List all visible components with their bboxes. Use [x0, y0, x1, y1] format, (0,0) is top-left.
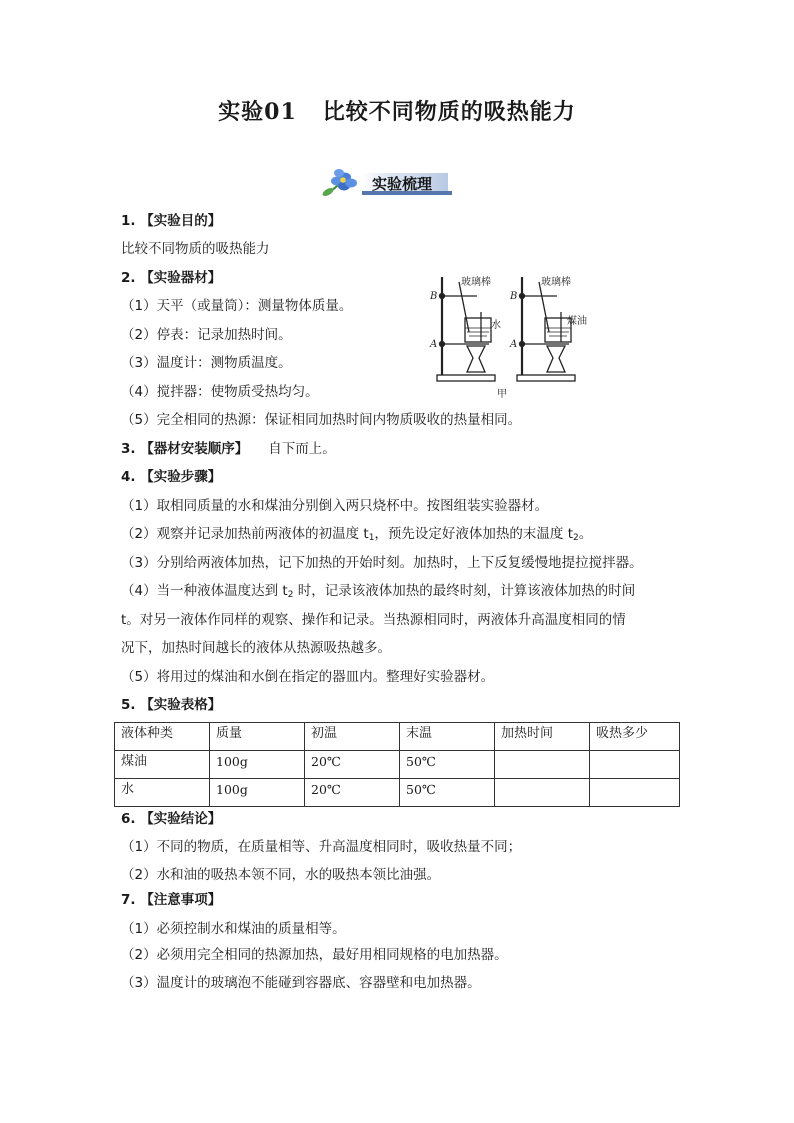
note-item: （3）温度计的玻璃泡不能碰到容器底、容器壁和电加热器。 [121, 975, 481, 991]
section-5-heading: 5. 【实验表格】 [121, 697, 222, 713]
banner-label: 实验梳理 [372, 175, 433, 193]
figure-caption: 甲 [497, 389, 507, 400]
table-cell: 50℃ [400, 751, 495, 779]
step-4-text-a: （4）当一种液体温度达到 t [121, 583, 288, 599]
step-2-text-a: （2）观察并记录加热前两液体的初温度 t [121, 526, 369, 542]
equipment-item: （1）天平（或量筒）：测量物体质量。 [121, 298, 353, 314]
table-header-cell: 质量 [210, 723, 305, 751]
page-title [0, 95, 794, 126]
section-1-heading: 1. 【实验目的】 [121, 213, 222, 229]
table-cell [495, 779, 590, 807]
table-header-cell: 初温 [305, 723, 400, 751]
conclusion-item: （2）水和油的吸热本领不同，水的吸热本领比油强。 [121, 867, 441, 883]
equipment-item: （4）搅拌器：使物质受热均匀。 [121, 384, 319, 400]
table-cell [495, 751, 590, 779]
label-a-right: A [510, 339, 518, 350]
step-2 [121, 525, 592, 547]
label-glass-rod-left: 玻璃棒 [461, 277, 491, 288]
table-cell: 煤油 [115, 751, 210, 779]
note-item: （1）必须控制水和煤油的质量相等。 [121, 921, 346, 937]
apparatus-figure [425, 272, 595, 400]
table-cell: 100g [210, 779, 305, 807]
section-3 [121, 440, 336, 458]
table-header-cell: 加热时间 [495, 723, 590, 751]
section-3-heading: 3. 【器材安装顺序】 [121, 441, 249, 457]
step-2-text-b: ，预先设定好液体加热的末温度 t [374, 526, 574, 542]
table-header-cell: 吸热多少 [590, 723, 680, 751]
step-3: （3）分别给两液体加热，记下加热的开始时刻。加热时，上下反复缓慢地提拉搅拌器。 [121, 555, 643, 571]
step-1: （1）取相同质量的水和煤油分别倒入两只烧杯中。按图组装实验器材。 [121, 498, 549, 514]
step-2-text-c: 。 [578, 526, 593, 542]
table-cell: 20℃ [305, 751, 400, 779]
step-5: （5）将用过的煤油和水倒在指定的器皿内。整理好实验器材。 [121, 669, 495, 685]
label-water: 水 [491, 320, 501, 331]
title-text: 比较不同物质的吸热能力 [322, 99, 576, 125]
flower-icon [318, 165, 362, 201]
label-kerosene: 煤油 [567, 316, 587, 327]
section-1-text: 比较不同物质的吸热能力 [121, 241, 270, 257]
label-b-left: B [430, 291, 438, 302]
table-cell: 水 [115, 779, 210, 807]
label-b-right: B [510, 291, 518, 302]
table-header-row [115, 723, 680, 751]
table-row [115, 779, 680, 807]
section-7-heading: 7. 【注意事项】 [121, 892, 222, 908]
table-cell [590, 779, 680, 807]
table-cell [590, 751, 680, 779]
table-header-cell: 末温 [400, 723, 495, 751]
equipment-item: （3）温度计：测物质温度。 [121, 355, 292, 371]
experiment-table [114, 722, 680, 807]
step-2-sub-1: 1 [368, 533, 375, 543]
section-6-heading: 6. 【实验结论】 [121, 811, 222, 827]
table-cell: 20℃ [305, 779, 400, 807]
step-4 [121, 582, 635, 604]
step-4-line-2: t。对另一液体作同样的观察、操作和记录。当热源相同时，两液体升高温度相同的情 [121, 612, 626, 628]
equipment-item: （5）完全相同的热源：保证相同加热时间内物质吸收的热量相同。 [121, 412, 522, 428]
equipment-item: （2）停表：记录加热时间。 [121, 327, 292, 343]
conclusion-item: （1）不同的物质，在质量相等、升高温度相同时，吸收热量不同； [121, 839, 522, 855]
section-banner [318, 165, 478, 201]
step-2-sub-2: 2 [573, 533, 579, 543]
table-cell: 50℃ [400, 779, 495, 807]
label-a-left: A [430, 339, 438, 350]
table-row [115, 751, 680, 779]
label-glass-rod-right: 玻璃棒 [541, 277, 571, 288]
note-item: （2）必须用完全相同的热源加热，最好用相同规格的电加热器。 [121, 947, 508, 963]
section-4-heading: 4. 【实验步骤】 [121, 469, 222, 485]
step-4-sub: 2 [287, 590, 294, 600]
stand-base [437, 375, 495, 381]
step-4-line-3: 况下，加热时间越长的液体从热源吸热越多。 [121, 640, 391, 656]
table-cell: 100g [210, 751, 305, 779]
table-header-cell: 液体种类 [115, 723, 210, 751]
title-code: 实验01 [218, 99, 297, 125]
step-4-text-b: 时，记录该液体加热的最终时刻，计算该液体加热的时间 [293, 583, 636, 599]
section-3-text: 自下而上。 [268, 441, 336, 457]
section-2-heading: 2. 【实验器材】 [121, 270, 222, 286]
